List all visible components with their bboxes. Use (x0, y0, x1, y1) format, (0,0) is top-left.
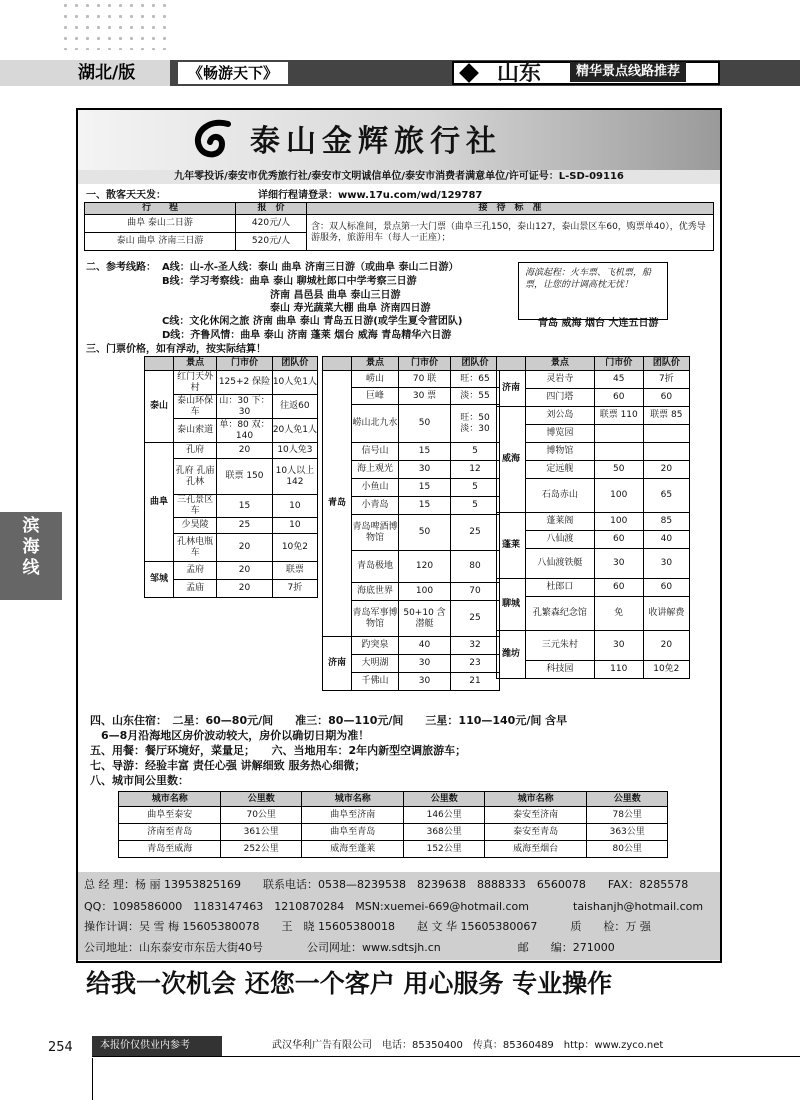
dist-cell: 曲阜至泰安 (119, 807, 221, 824)
dist-col: 公里数 (587, 792, 668, 807)
ticket-row (145, 443, 318, 459)
ticket-cell: 信号山 (352, 443, 399, 461)
ticket-cell: 10免2 (272, 534, 317, 562)
ticket-cell: 100 (594, 479, 643, 513)
ticket-cell: 100 (594, 513, 643, 531)
ticket-row (497, 549, 690, 579)
ticket-cell: 20 (217, 534, 273, 562)
ticket-cell: 旺：65 (450, 371, 499, 388)
ticket-cell: 15 (217, 495, 273, 518)
region-header (323, 357, 352, 371)
ticket-cell: 海上观光 (352, 461, 399, 479)
ticket-cell: 联票 150 (217, 459, 273, 495)
ticket-cell: 联票 (272, 562, 317, 580)
ticket-cell: 小青岛 (352, 497, 399, 515)
ticket-region: 青岛 (323, 371, 352, 637)
dist-cell: 曲阜至济南 (301, 807, 403, 824)
ticket-cell: 孟府 (174, 562, 217, 580)
ticket-cell: 70 联 (399, 371, 451, 388)
contact-online: QQ：1098586000 1183147463 1210870284 MSN:xuemei-669@hotmail.com taishanjh@hotmail.com (84, 900, 704, 913)
region-header (145, 357, 174, 371)
contact-manager: 总 经 理：杨 丽 13953825169 联系电话：0538—8239538 8239638 8888333 6560078 FAX：8285578 (84, 878, 689, 891)
ticket-col-header: 景点 (174, 357, 217, 371)
dist-col: 公里数 (404, 792, 485, 807)
ticket-col-header: 门市价 (217, 357, 273, 371)
top-bar (0, 60, 800, 86)
ticket-table (496, 356, 690, 679)
ticket-cell: 30 票 (399, 388, 451, 405)
ticket-cell: 15 (399, 479, 451, 497)
ticket-cell: 单：80 双：140 (217, 419, 273, 443)
ticket-cell: 三孔景区车 (174, 495, 217, 518)
ticket-cell: 5 (450, 479, 499, 497)
ticket-cell: 10 (272, 495, 317, 518)
ticket-cell: 科技园 (526, 661, 595, 679)
route-name: 泰山 曲阜 济南三日游 (85, 233, 236, 251)
ticket-region: 曲阜 (145, 443, 174, 562)
ticket-row (497, 597, 690, 631)
line-c: C线：文化休闲之旅 济南 曲阜 泰山 青岛五日游(或学生夏令营团队) (162, 316, 463, 327)
ticket-cell: 15 (399, 497, 451, 515)
section1-detail: 详细行程请登录：www.17u.com/wd/129787 (258, 190, 483, 201)
col-standard: 接 待 标 准 (307, 203, 714, 215)
service-standard: 含：双人标准间，景点第一大门票（曲阜三孔150，泰山127，泰山景区车60，购票单40），优秀导游服务，旅游用车（每人一正座）； (307, 215, 714, 251)
ticket-cell: 三元朱村 (526, 631, 595, 661)
contact-operators: 操作计调：吴 雪 梅 15605380078 王 晓 15605380018 赵 文 华 15605380067 质 检：万 强 (84, 920, 651, 933)
ticket-cell: 孔繁森纪念馆 (526, 597, 595, 631)
ticket-cell: 110 (594, 661, 643, 679)
footer-vline (92, 1058, 93, 1100)
decorative-dots (60, 0, 170, 50)
page-number: 254 (48, 1040, 73, 1055)
ticket-cell: 15 (399, 443, 451, 461)
ticket-cell: 30 (594, 549, 643, 579)
side-tab (0, 512, 62, 600)
ticket-cell: 21 (450, 673, 499, 691)
ticket-cell: 联票 85 (643, 407, 689, 425)
extra-route: 青岛 威海 烟台 大连五日游 (538, 318, 659, 329)
ticket-cell: 崂山北九水 (352, 405, 399, 443)
ticket-col-header: 门市价 (594, 357, 643, 371)
line-a: A线：山-水-圣人线：泰山 曲阜 济南三日游（或曲阜 泰山二日游） (162, 262, 459, 273)
line-b3: 泰山 寿光蔬菜大棚 曲阜 济南四日游 (270, 303, 431, 314)
distance-table (118, 791, 668, 858)
note-box: 海滨起程：火车票、飞机票，船票，让您的计调高枕无忧！ (518, 262, 668, 320)
ticket-cell (594, 443, 643, 461)
ticket-cell: 青岛军事博物馆 (352, 601, 399, 637)
ticket-cell: 泰山环保车 (174, 395, 217, 419)
ticket-cell: 60 (594, 579, 643, 597)
ticket-cell (594, 425, 643, 443)
ticket-col-header: 景点 (526, 357, 595, 371)
ticket-cell: 孔府 (174, 443, 217, 459)
ticket-cell: 50 (399, 515, 451, 551)
ticket-cell: 40 (643, 531, 689, 549)
ticket-region: 威海 (497, 407, 526, 513)
ticket-cell: 趵突泉 (352, 637, 399, 655)
dist-cell: 361公里 (221, 824, 302, 841)
ticket-cell: 八仙渡 (526, 531, 595, 549)
ticket-cell: 45 (594, 371, 643, 389)
ticket-col-header: 景点 (352, 357, 399, 371)
footer-publisher: 武汉华利广告有限公司 电话：85350400 传真：85360489 http：www.zyco.net (272, 1040, 664, 1051)
ticket-cell: 12 (450, 461, 499, 479)
region-label: 湖北/版 (0, 60, 170, 86)
ticket-cell: 孟庙 (174, 580, 217, 598)
ticket-row (497, 661, 690, 679)
ticket-region: 泰山 (145, 371, 174, 443)
ticket-table (144, 356, 318, 598)
ticket-cell: 八仙渡铁艇 (526, 549, 595, 579)
ticket-cell: 120 (399, 551, 451, 583)
ticket-row (497, 531, 690, 549)
ticket-cell: 30 (643, 549, 689, 579)
ticket-row (497, 407, 690, 425)
ticket-cell: 25 (450, 601, 499, 637)
line-d: D线：齐鲁风情：曲阜 泰山 济南 蓬莱 烟台 威海 青岛精华六日游 (162, 330, 452, 341)
dist-cell: 146公里 (404, 807, 485, 824)
ticket-cell: 少昊陵 (174, 518, 217, 534)
section4-line2: 6—8月沿海地区房价波动较大，房价以确切日期为准！ (90, 729, 370, 742)
ticket-cell: 60 (643, 579, 689, 597)
ticket-cell: 7折 (272, 580, 317, 598)
dist-cell: 368公里 (404, 824, 485, 841)
ticket-cell: 四门塔 (526, 389, 595, 407)
contact-address: 公司地址：山东泰安市东岳大街40号 公司网址：www.sdtsjh.cn 邮 编：271000 (84, 941, 615, 954)
ticket-cell: 80 (450, 551, 499, 583)
route-name: 曲阜 泰山二日游 (85, 215, 236, 233)
ticket-cell: 40 (399, 637, 451, 655)
route-price: 520元/人 (236, 233, 307, 251)
ticket-cell: 青岛啤酒博物馆 (352, 515, 399, 551)
ticket-cell: 5 (450, 497, 499, 515)
agency-credentials: 九年零投诉/泰安市优秀旅行社/泰安市文明诚信单位/泰安市消费者满意单位/许可证号：L-SD-09116 (78, 170, 720, 184)
ticket-cell: 30 (399, 655, 451, 673)
dist-col: 城市名称 (119, 792, 221, 807)
ticket-cell: 石岛赤山 (526, 479, 595, 513)
ticket-row (497, 461, 690, 479)
section-subtitle: 精华景点线路推荐 (570, 62, 686, 82)
ticket-cell: 20 (217, 443, 273, 459)
dist-cell: 威海至蓬莱 (301, 841, 403, 858)
ticket-row (497, 443, 690, 461)
dist-cell: 252公里 (221, 841, 302, 858)
slogan: 给我一次机会 还您一个客户 用心服务 专业操作 (86, 969, 613, 998)
dist-cell: 泰安至青岛 (484, 824, 586, 841)
ticket-row (145, 562, 318, 580)
ticket-cell: 30 (594, 631, 643, 661)
ticket-cell: 5 (450, 443, 499, 461)
ticket-cell: 20 (643, 631, 689, 661)
line-b: B线：学习考察线：曲阜 泰山 聊城杜郎口中学考察三日游 (162, 276, 417, 287)
ticket-cell: 红门天外村 (174, 371, 217, 395)
ticket-cell: 10人以上 142 (272, 459, 317, 495)
dist-cell: 威海至烟台 (484, 841, 586, 858)
ticket-cell: 免 (594, 597, 643, 631)
ticket-cell: 50+10 含潜艇 (399, 601, 451, 637)
ticket-cell: 海底世界 (352, 583, 399, 601)
ticket-table (322, 356, 500, 691)
dist-cell: 78公里 (587, 807, 668, 824)
magazine-title: 《畅游天下》 (178, 62, 288, 84)
dist-cell: 青岛至威海 (119, 841, 221, 858)
ticket-cell: 30 (399, 461, 451, 479)
ticket-col-header: 门市价 (399, 357, 451, 371)
ticket-row (497, 389, 690, 407)
ticket-cell: 125+2 保险 (217, 371, 273, 395)
ticket-cell: 10人免1人 (272, 371, 317, 395)
ticket-cell: 10免2 (643, 661, 689, 679)
ticket-col-header: 团队价 (272, 357, 317, 371)
ticket-cell: 定远舰 (526, 461, 595, 479)
col-price: 报 价 (236, 203, 307, 215)
ticket-cell: 往返60 (272, 395, 317, 419)
ticket-cell: 千佛山 (352, 673, 399, 691)
ticket-cell: 60 (643, 389, 689, 407)
ticket-cell: 孔林电瓶车 (174, 534, 217, 562)
ticket-row (497, 479, 690, 513)
ticket-cell: 20 (217, 580, 273, 598)
ticket-cell: 巨峰 (352, 388, 399, 405)
ticket-cell: 23 (450, 655, 499, 673)
ticket-row (497, 579, 690, 597)
section4-line1: 四、山东住宿： 二星：60—80元/间 准三：80—110元/间 三星：110—140元/间 含早 (90, 714, 568, 727)
ticket-cell: 65 (643, 479, 689, 513)
region-header (497, 357, 526, 371)
ticket-cell: 刘公岛 (526, 407, 595, 425)
ticket-region: 邹城 (145, 562, 174, 598)
ticket-cell: 20人免1人 (272, 419, 317, 443)
dist-cell: 80公里 (587, 841, 668, 858)
ticket-cell: 蓬莱阁 (526, 513, 595, 531)
ticket-cell: 50 (399, 405, 451, 443)
ticket-cell: 大明湖 (352, 655, 399, 673)
ticket-region: 潍坊 (497, 631, 526, 679)
ticket-region: 聊城 (497, 579, 526, 631)
ticket-cell: 70 (450, 583, 499, 601)
ticket-cell: 50 (594, 461, 643, 479)
ticket-cell: 10 (272, 518, 317, 534)
route-table (84, 202, 714, 251)
ticket-cell (643, 425, 689, 443)
dist-cell: 泰安至济南 (484, 807, 586, 824)
ticket-cell: 博览园 (526, 425, 595, 443)
section8-title: 八、城市间公里数： (90, 774, 189, 787)
dist-cell: 济南至青岛 (119, 824, 221, 841)
ticket-row (323, 637, 500, 655)
dist-cell: 曲阜至青岛 (301, 824, 403, 841)
ticket-col-header: 团队价 (450, 357, 499, 371)
dist-col: 城市名称 (484, 792, 586, 807)
ticket-cell: 7折 (643, 371, 689, 389)
ticket-row (497, 371, 690, 389)
footer-note: 本报价仅供业内参考 (92, 1036, 222, 1056)
section7: 七、导游：经验丰富 责任心强 讲解细致 服务热心细微； (90, 759, 366, 772)
ticket-cell: 30 (399, 673, 451, 691)
ticket-cell: 泰山索道 (174, 419, 217, 443)
ticket-cell: 收讲解费 (643, 597, 689, 631)
ticket-cell: 杜郎口 (526, 579, 595, 597)
ticket-cell: 青岛极地 (352, 551, 399, 583)
ticket-cell: 博物馆 (526, 443, 595, 461)
dist-cell: 70公里 (221, 807, 302, 824)
ticket-row (323, 371, 500, 388)
ticket-cell: 联票 110 (594, 407, 643, 425)
ticket-cell: 孔府 孔庙 孔林 (174, 459, 217, 495)
ticket-cell: 20 (217, 562, 273, 580)
swirl-logo-icon (188, 116, 238, 166)
section5-6: 五、用餐：餐厅环境好，菜量足； 六、当地用车：2年内新型空调旅游车； (90, 744, 467, 757)
side-tab-label: 滨海线 (22, 516, 40, 578)
ticket-row (145, 371, 318, 395)
col-route: 行 程 (85, 203, 236, 215)
footer-rule (92, 1056, 800, 1057)
section1-title: 一、散客天天发： (86, 190, 166, 201)
ticket-cell: 25 (217, 518, 273, 534)
ticket-cell: 100 (399, 583, 451, 601)
ticket-cell: 小鱼山 (352, 479, 399, 497)
route-price: 420元/人 (236, 215, 307, 233)
ticket-cell: 灵岩寺 (526, 371, 595, 389)
ticket-row (497, 513, 690, 531)
ticket-region: 济南 (323, 637, 352, 691)
ticket-cell: 崂山 (352, 371, 399, 388)
ticket-region: 蓬莱 (497, 513, 526, 579)
ticket-cell: 山：30 下：30 (217, 395, 273, 419)
ticket-cell: 20 (643, 461, 689, 479)
footer-bar (92, 1036, 800, 1056)
ticket-row (497, 425, 690, 443)
ticket-cell: 旺：50 淡：30 (450, 405, 499, 443)
ticket-cell: 10人免3 (272, 443, 317, 459)
ticket-cell: 60 (594, 389, 643, 407)
agency-name: 泰山金辉旅行社 (250, 124, 502, 159)
ticket-cell: 85 (643, 513, 689, 531)
dist-cell: 363公里 (587, 824, 668, 841)
contact-panel (78, 872, 720, 960)
dist-cell: 152公里 (404, 841, 485, 858)
province-name: 山东 (497, 60, 542, 86)
line-b2: 济南 昌邑县 曲阜 泰山三日游 (270, 290, 401, 301)
ticket-cell (643, 443, 689, 461)
section3-title: 三、门票价格，如有浮动，按实际结算！ (86, 344, 266, 355)
ticket-col-header: 团队价 (643, 357, 689, 371)
ticket-region: 济南 (497, 371, 526, 407)
dist-col: 公里数 (221, 792, 302, 807)
ticket-cell: 32 (450, 637, 499, 655)
ticket-row (497, 631, 690, 661)
ticket-cell: 60 (594, 531, 643, 549)
dist-col: 城市名称 (301, 792, 403, 807)
section2-title: 二、参考线路： (86, 262, 156, 273)
ticket-cell: 25 (450, 515, 499, 551)
ticket-cell: 淡：55 (450, 388, 499, 405)
